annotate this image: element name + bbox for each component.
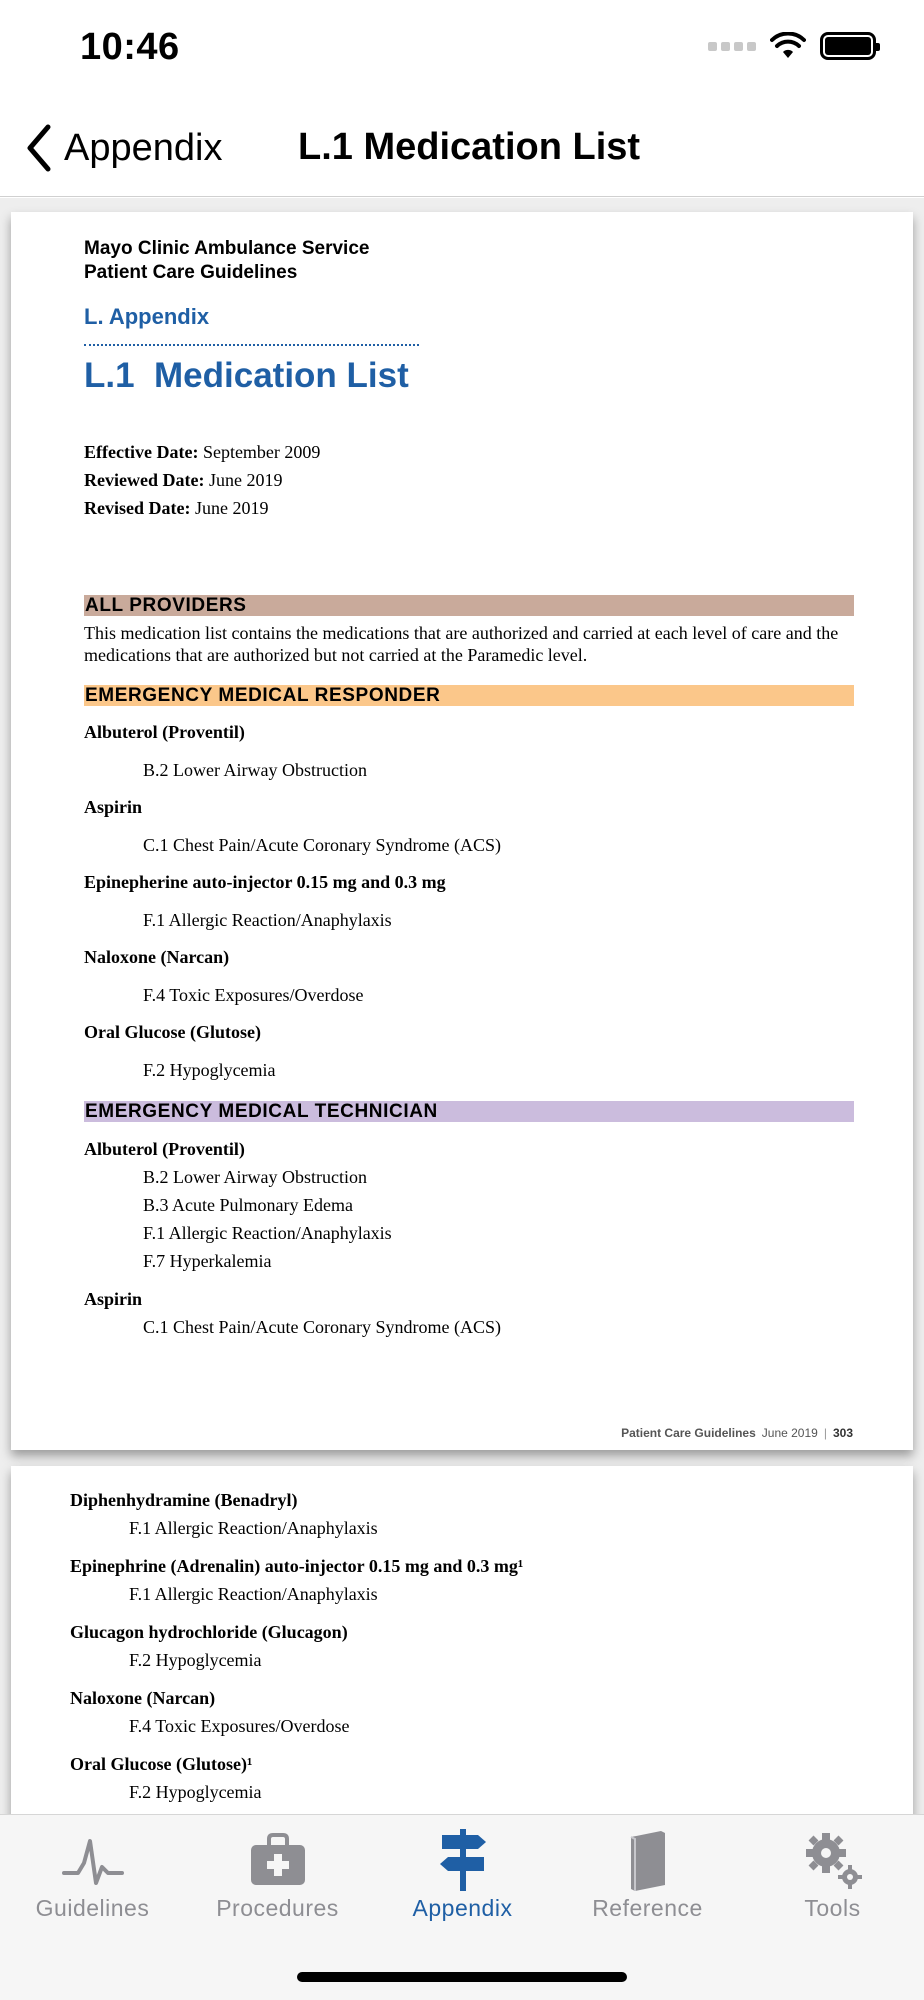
medication-indication: F.4 Toxic Exposures/Overdose [143, 985, 364, 1005]
wifi-icon [770, 32, 806, 60]
status-time: 10:46 [80, 26, 180, 68]
medication-name: Diphenhydramine (Benadryl) [70, 1490, 298, 1510]
book-icon [613, 1827, 683, 1893]
pdf-page [11, 212, 913, 1450]
medication-name: Aspirin [84, 797, 143, 817]
section-heading-emr: EMERGENCY MEDICAL RESPONDER [84, 685, 854, 706]
medication-indication: F.7 Hyperkalemia [143, 1251, 272, 1271]
footer-title: Patient Care Guidelines [621, 1426, 756, 1440]
medication-name: Epinephrine (Adrenalin) auto-injector 0.15 mg and 0.3 mg¹ [70, 1556, 524, 1576]
tab-reference[interactable] [555, 1815, 740, 1935]
footer-separator: | [823, 1426, 827, 1440]
back-button-label: Appendix [64, 126, 223, 169]
chevron-left-icon [24, 123, 54, 173]
section-heading-emt: EMERGENCY MEDICAL TECHNICIAN [84, 1101, 854, 1122]
gears-icon [798, 1827, 868, 1893]
battery-icon [820, 32, 876, 60]
medication-indication: F.2 Hypoglycemia [143, 1060, 276, 1080]
medication-indication: B.2 Lower Airway Obstruction [143, 760, 367, 780]
organization-name: Mayo Clinic Ambulance Service [84, 238, 370, 259]
revised-date: Revised Date: June 2019 [84, 498, 269, 518]
medication-indication: F.1 Allergic Reaction/Anaphylaxis [129, 1584, 378, 1604]
pdf-page [11, 1466, 913, 1814]
signpost-icon [428, 1827, 498, 1893]
status-bar [0, 0, 924, 100]
document-title: L.1 Medication List [84, 356, 409, 395]
medication-indication: B.2 Lower Airway Obstruction [143, 1167, 367, 1187]
tab-label: Reference [592, 1895, 703, 1921]
tab-tools[interactable] [740, 1815, 924, 1935]
medication-name: Naloxone (Narcan) [70, 1688, 216, 1708]
tab-label: Procedures [216, 1895, 339, 1921]
medication-indication: F.1 Allergic Reaction/Anaphylaxis [129, 1518, 378, 1538]
section-heading-all-providers: ALL PROVIDERS [84, 595, 854, 616]
medication-name: Albuterol (Proventil) [84, 1139, 245, 1159]
home-indicator[interactable] [297, 1972, 627, 1982]
tab-label: Tools [804, 1895, 861, 1921]
tab-label: Appendix [412, 1895, 513, 1921]
page-title: L.1 Medication List [298, 126, 641, 168]
medication-name: Aspirin [84, 1289, 143, 1309]
medical-kit-icon [243, 1827, 313, 1893]
medication-indication: F.2 Hypoglycemia [129, 1650, 262, 1670]
back-button[interactable] [24, 120, 222, 176]
tab-guidelines[interactable] [0, 1815, 185, 1935]
medication-name: Oral Glucose (Glutose)¹ [70, 1754, 253, 1774]
organization-subtitle: Patient Care Guidelines [84, 262, 298, 283]
heartbeat-icon [58, 1827, 128, 1893]
tab-appendix[interactable] [370, 1815, 555, 1935]
section-label: L. Appendix [84, 304, 210, 329]
footer-date: June 2019 [761, 1426, 818, 1440]
navigation-bar [0, 100, 924, 197]
cellular-signal-icon [708, 42, 756, 51]
medication-indication: B.3 Acute Pulmonary Edema [143, 1195, 353, 1215]
tab-procedures[interactable] [185, 1815, 370, 1935]
medication-indication: C.1 Chest Pain/Acute Coronary Syndrome (ACS) [143, 835, 501, 855]
medication-indication: F.1 Allergic Reaction/Anaphylaxis [143, 1223, 392, 1243]
medication-name: Epinepherine auto-injector 0.15 mg and 0.3 mg [84, 872, 446, 892]
effective-date: Effective Date: September 2009 [84, 442, 321, 462]
medication-indication: F.1 Allergic Reaction/Anaphylaxis [143, 910, 392, 930]
medication-name: Albuterol (Proventil) [84, 722, 245, 742]
medication-indication: F.2 Hypoglycemia [129, 1782, 262, 1802]
medication-indication: F.4 Toxic Exposures/Overdose [129, 1716, 350, 1736]
reviewed-date: Reviewed Date: June 2019 [84, 470, 283, 490]
medication-name: Oral Glucose (Glutose) [84, 1022, 261, 1042]
page-footer [621, 1426, 853, 1440]
medication-name: Naloxone (Narcan) [84, 947, 230, 967]
medication-name: Glucagon hydrochloride (Glucagon) [70, 1622, 348, 1642]
divider [84, 344, 419, 346]
pdf-viewer[interactable] [0, 198, 924, 1814]
tab-label: Guidelines [35, 1895, 150, 1921]
status-icons [708, 32, 876, 60]
all-providers-description: This medication list contains the medications that are authorized and carried at each level of care and the medications that are authorized but not carried at the Paramedic level. [84, 623, 839, 665]
medication-indication: C.1 Chest Pain/Acute Coronary Syndrome (ACS) [143, 1317, 501, 1337]
page-number: 303 [832, 1426, 853, 1440]
